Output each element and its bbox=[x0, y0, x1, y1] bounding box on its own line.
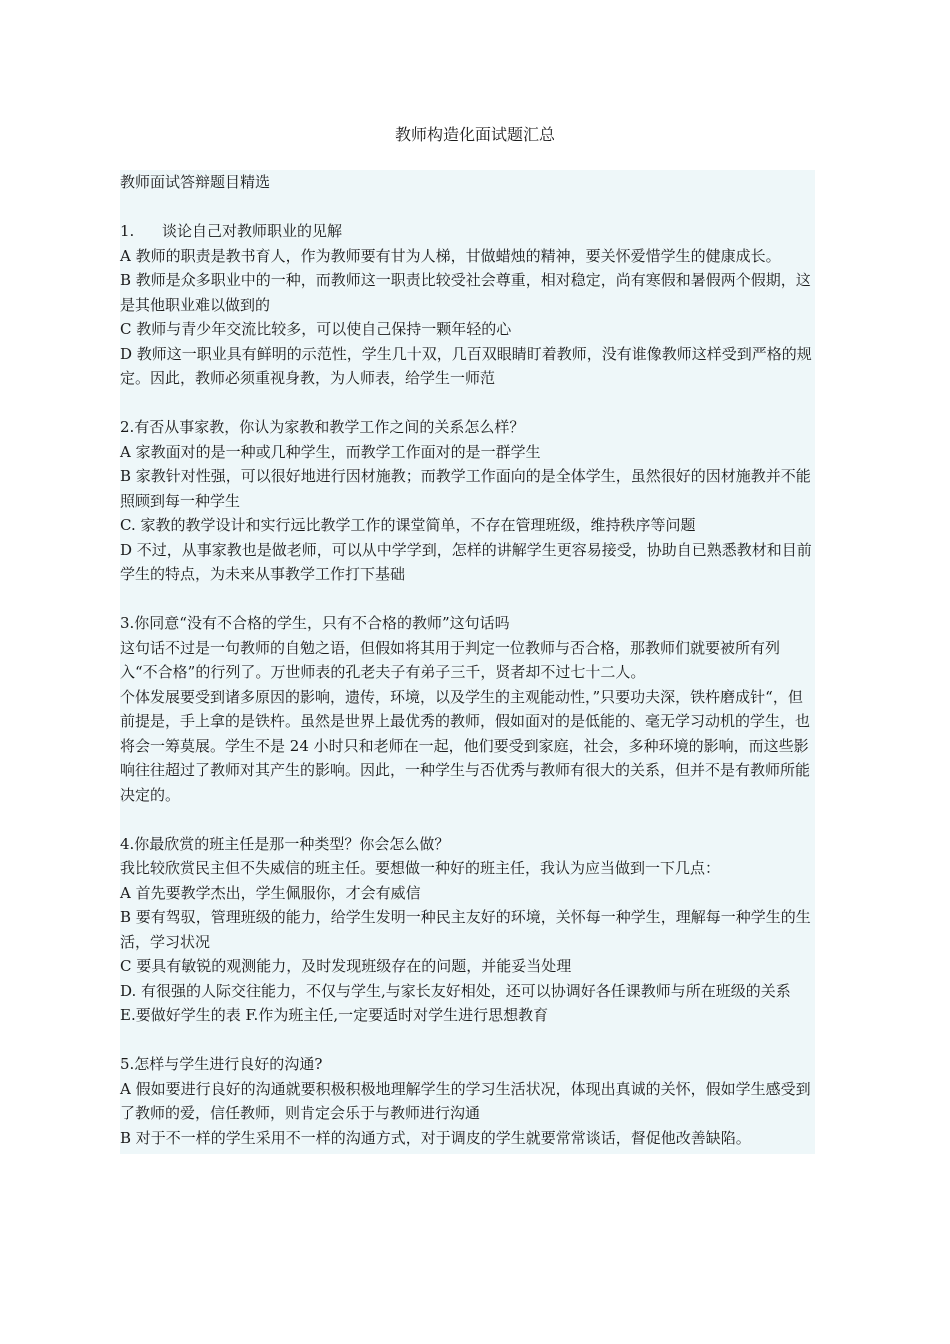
answer-line: E.要做好学生的表 F.作为班主任,一定要适时对学生进行思想教育 bbox=[120, 1006, 549, 1024]
question-title: 5.怎样与学生进行良好的沟通? bbox=[120, 1055, 323, 1073]
question-title: 3.你同意“没有不合格的学生，只有不合格的教师”这句话吗 bbox=[120, 614, 510, 632]
spacer bbox=[120, 587, 815, 612]
spacer bbox=[120, 1028, 815, 1053]
question-text: 谈论自己对教师职业的见解 bbox=[162, 222, 343, 240]
answer-line: B 要有驾驭，管理班级的能力，给学生发明一种民主友好的环境，关怀每一种学生，理解每一种学生的生活，学习状况 bbox=[120, 908, 811, 951]
answer-line: A 假如要进行良好的沟通就要积极积极地理解学生的学习生活状况，体现出真诚的关怀，假如学生感受到了教师的爱，信任教师，则肯定会乐于与教师进行沟通 bbox=[120, 1079, 811, 1122]
question-number: 1. bbox=[120, 222, 135, 240]
answer-line: C 要具有敏锐的观测能力，及时发现班级存在的问题，并能妥当处理 bbox=[120, 957, 572, 975]
document-subtitle: 教师面试答辩题目精选 bbox=[120, 173, 271, 191]
answer-line: B 教师是众多职业中的一种，而教师这一职责比较受社会尊重，相对稳定，尚有寒假和暑假两个假期，这是其他职业难以做到的 bbox=[120, 271, 811, 314]
spacer bbox=[120, 807, 815, 832]
answer-line: C 教师与青少年交流比较多，可以使自己保持一颗年轻的心 bbox=[120, 320, 512, 338]
answer-line: 我比较欣赏民主但不失威信的班主任。要想做一种好的班主任，我认为应当做到一下几点： bbox=[120, 859, 721, 877]
answer-line: D 不过，从事家教也是做老师，可以从中学学到，怎样的讲解学生更容易接受，协助自已熟悉教材和目前学生的特点，为未来从事教学工作打下基础 bbox=[120, 540, 812, 583]
answer-line: D 教师这一职业具有鲜明的示范性，学生几十双，几百双眼睛盯着教师，没有谁像教师这样受到严格的规定。因此，教师必须重视身教，为人师表，给学生一师范 bbox=[120, 344, 812, 387]
spacer bbox=[120, 195, 815, 220]
answer-line: B 家教针对性强，可以很好地进行因材施教；而教学工作面向的是全体学生，虽然很好的因材施教并不能照顾到每一种学生 bbox=[120, 467, 811, 510]
question-title: 4.你最欣赏的班主任是那一种类型？你会怎么做？ bbox=[120, 834, 450, 853]
answer-line: 这句话不过是一句教师的自勉之语，但假如将其用于判定一位教师与否合格，那教师们就要被所有列入“不合格”的行列了。万世师表的孔老夫子有弟子三千，贤者却不过七十二人。 bbox=[120, 638, 781, 681]
document-body bbox=[120, 170, 815, 1154]
answer-line: 个体发展要受到诸多原因的影响，遗传，环境，以及学生的主观能动性，”只要功夫深，铁杵磨成针“，但前提是，手上拿的是铁杵。虽然是世界上最优秀的教师，假如面对的是低能的、毫无学习动机的学生，也将会一筹莫展。学生不是 24 小时只和老师在一起，他们要受到家庭，社会，多种环境的影响，而这些影响往往超过了教师对其产生的影响。因此，一种学生与否优秀与教师有很大的关系，但并不是有教师所能决定的。 bbox=[120, 687, 811, 804]
answer-line: A 教师的职责是教书育人，作为教师要有甘为人梯，甘做蜡烛的精神，要关怀爱惜学生的健康成长。 bbox=[120, 246, 781, 265]
answer-line: B 对于不一样的学生采用不一样的沟通方式，对于调皮的学生就要常常谈话，督促他改善缺陷。 bbox=[120, 1128, 751, 1147]
answer-line: A 家教面对的是一种或几种学生，而教学工作面对的是一群学生 bbox=[120, 442, 541, 461]
answer-line: C. 家教的教学设计和实行远比教学工作的课堂简单，不存在管理班级，维持秩序等问题 bbox=[120, 516, 696, 534]
document-title: 教师构造化面试题汇总 bbox=[394, 125, 555, 144]
answer-line: A 首先要教学杰出，学生佩服你，才会有威信 bbox=[120, 883, 421, 902]
spacer bbox=[120, 391, 815, 416]
answer-line: D. 有很强的人际交往能力，不仅与学生,与家长友好相处，还可以协调好各任课教师与所在班级的关系 bbox=[120, 981, 791, 1000]
question-title: 2.有否从事家教，你认为家教和教学工作之间的关系怎么样？ bbox=[120, 418, 525, 436]
question-title bbox=[120, 219, 815, 244]
